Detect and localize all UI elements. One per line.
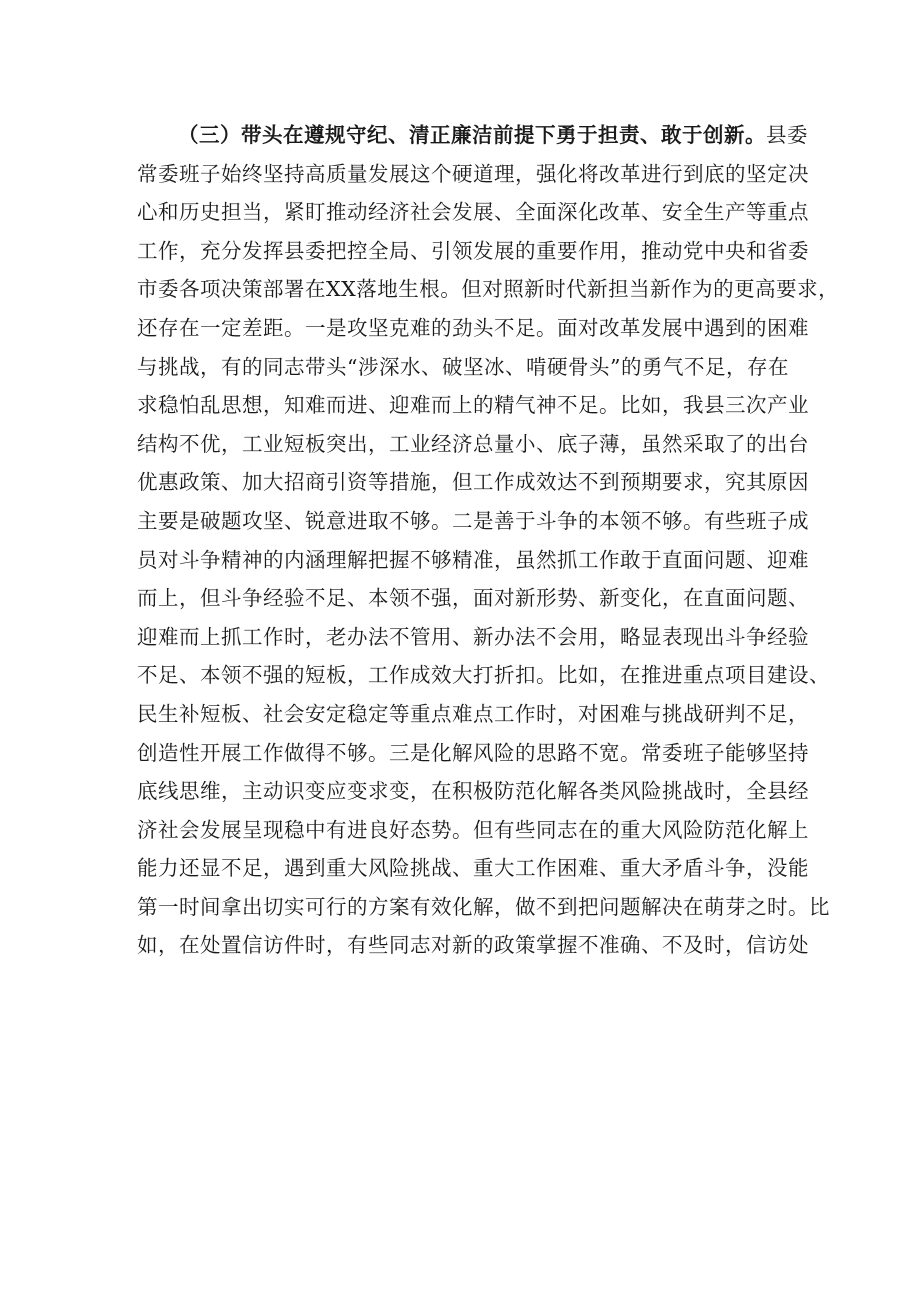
text-line: 结构不优，工业短板突出，工业经济总量小、底子薄，虽然采取了的出台 [137,431,809,456]
text-line: 而上，但斗争经验不足、本领不强，面对新形势、新变化，在直面问题、 [137,586,809,611]
paragraph-first-line [137,116,808,155]
text-line: 济社会发展呈现稳中有进良好态势。但有些同志在的重大风险防范化解上 [137,817,809,842]
text-line: 创造性开展工作做得不够。三是化解风险的思路不宽。常委班子能够坚持 [137,740,809,765]
text-line: 市委各项决策部署在XX落地生根。但对照新时代新担当新作为的更高要求， [137,277,840,302]
text-line: 不足、本领不强的短板，工作成效大打折扣。比如，在推进重点项目建设、 [137,663,830,688]
text-line: 民生补短板、社会安定稳定等重点难点工作时，对困难与挑战研判不足， [137,701,809,726]
text-line: 主要是破题攻坚、锐意进取不够。二是善于斗争的本领不够。有些班子成 [137,508,809,533]
text-line: 员对斗争精神的内涵理解把握不够精准，虽然抓工作敢于直面问题、迎难 [137,547,809,572]
text-line: 还存在一定差距。一是攻坚克难的劲头不足。面对改革发展中遇到的困难 [137,315,809,340]
text-line: 工作，充分发挥县委把控全局、引领发展的重要作用，推动党中央和省委 [137,238,809,263]
text-line: 县委 [766,123,808,147]
text-line: 心和历史担当，紧盯推动经济社会发展、全面深化改革、安全生产等重点 [137,200,809,225]
body-paragraph [137,116,840,965]
text-line: 优惠政策、加大招商引资等措施，但工作成效达不到预期要求，究其原因 [137,470,809,495]
text-line: 底线思维，主动识变应变求变，在积极防范化解各类风险挑战时，全县经 [137,779,809,804]
text-line: 能力还显不足，遇到重大风险挑战、重大工作困难、重大矛盾斗争，没能 [137,856,809,881]
text-line: 如，在处置信访件时，有些同志对新的政策掌握不准确、不及时，信访处 [137,933,809,958]
text-line: 求稳怕乱思想，知难而进、迎难而上的精气神不足。比如，我县三次产业 [137,393,809,418]
section-heading: （三）带头在遵规守纪、清正廉洁前提下勇于担责、敢于创新。 [178,123,766,147]
text-line: 第一时间拿出切实可行的方案有效化解，做不到把问题解决在萌芽之时。比 [137,894,830,919]
text-line: 常委班子始终坚持高质量发展这个硬道理，强化将改革进行到底的坚定决 [137,161,809,186]
text-line: 迎难而上抓工作时，老办法不管用、新办法不会用，略显表现出斗争经验 [137,624,809,649]
text-line: 与挑战，有的同志带头“涉深水、破坚冰、啃硬骨头”的勇气不足，存在 [137,354,789,379]
